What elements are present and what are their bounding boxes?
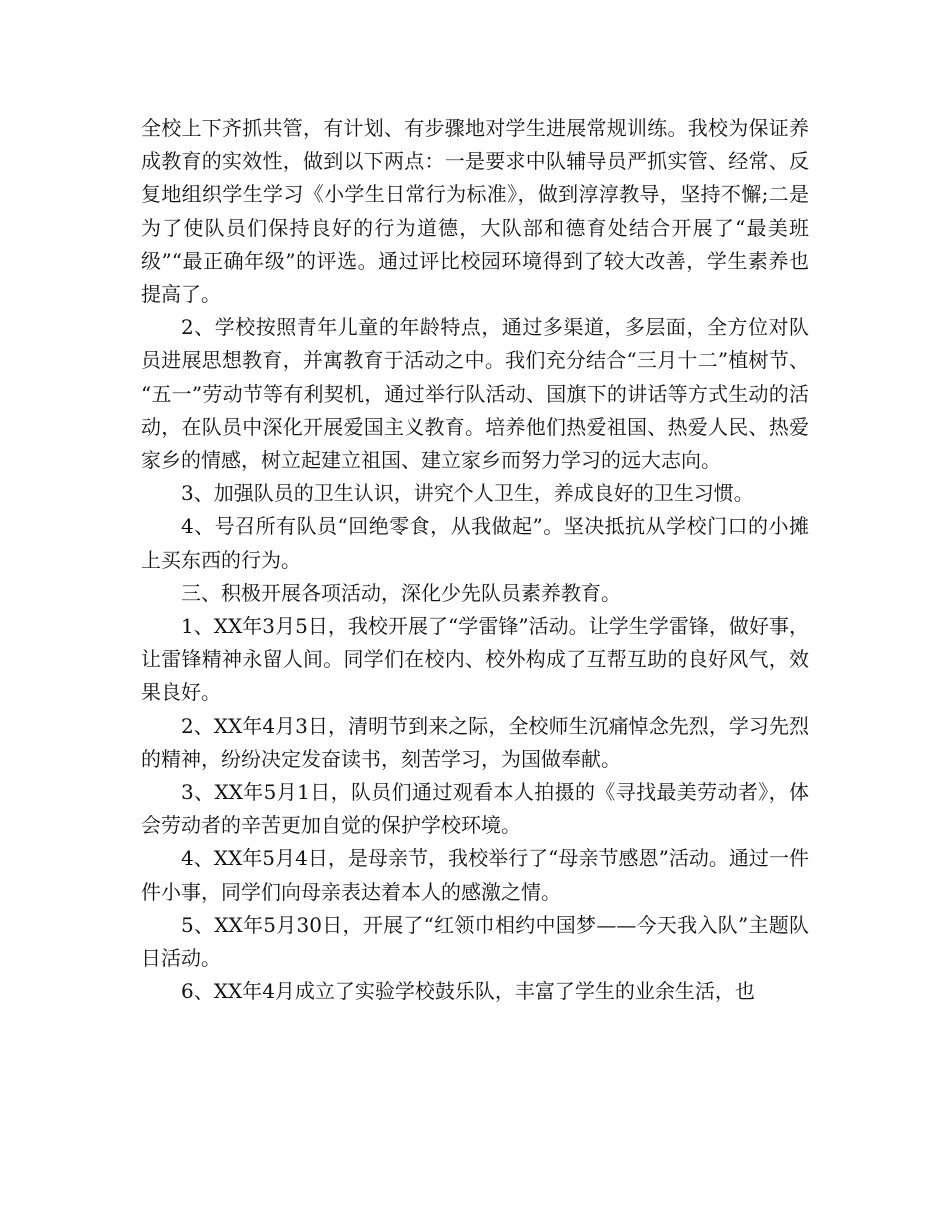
paragraph-1: 全校上下齐抓共管，有计划、有步骤地对学生进展常规训练。我校为保证养成教育的实效性，做到以下两点：一是要求中队辅导员严抓实管、经常、反复地组织学生学习《小学生日常行为标准》，做到淳淳教导，坚持不懈;二是为了使队员们保持良好的行为道德，大队部和德育处结合开展了“最美班级”“最正确年级”的评选。通过评比校园环境得到了较大改善，学生素养也提高了。 <box>141 116 809 307</box>
paragraph-7: 2、XX年4月3日，清明节到来之际，全校师生沉痛悼念先烈，学习先烈的精神，纷纷决定发奋读书，刻苦学习，为国做奉献。 <box>141 713 809 771</box>
paragraph-4: 4、号召所有队员“回绝零食，从我做起”。坚决抵抗从学校门口的小摊上买东西的行为。 <box>141 514 809 572</box>
paragraph-2: 2、学校按照青年儿童的年龄特点，通过多渠道，多层面，全方位对队员进展思想教育，并寓教育于活动之中。我们充分结合“三月十二”植树节、 “五一”劳动节等有利契机，通过举行队活动、国旗下的讲话等方式生动的活动，在队员中深化开展爱国主义教育。培养他们热爱祖国、热爱人民、热爱家乡的情感，树立起建立祖国、建立家乡而努力学习的远大志向。 <box>141 315 809 473</box>
section-heading: 三、积极开展各项活动，深化少先队员素养教育。 <box>181 580 621 605</box>
paragraph-3: 3、加强队员的卫生认识，讲究个人卫生，养成良好的卫生习惯。 <box>181 481 754 506</box>
document-body <box>141 112 809 1008</box>
paragraph-6: 1、XX年3月5日，我校开展了“学雷锋”活动。让学生学雷锋，做好事，让雷锋精神永留人间。同学们在校内、校外构成了互帮互助的良好风气，效果良好。 <box>141 614 809 705</box>
paragraph-8: 3、XX年5月1日，队员们通过观看本人拍摄的《寻找最美劳动者》，体会劳动者的辛苦更加自觉的保护学校环境。 <box>141 780 809 838</box>
paragraph-9: 4、XX年5月4日，是母亲节，我校举行了“母亲节感恩”活动。通过一件件小事，同学们向母亲表达着本人的感激之情。 <box>141 846 809 904</box>
paragraph-11: 6、XX年4月成立了实验学校鼓乐队，丰富了学生的业余生活，也 <box>181 979 755 1004</box>
paragraph-10: 5、XX年5月30日，开展了“红领巾相约中国梦——今天我入队”主题队日活动。 <box>141 912 809 971</box>
